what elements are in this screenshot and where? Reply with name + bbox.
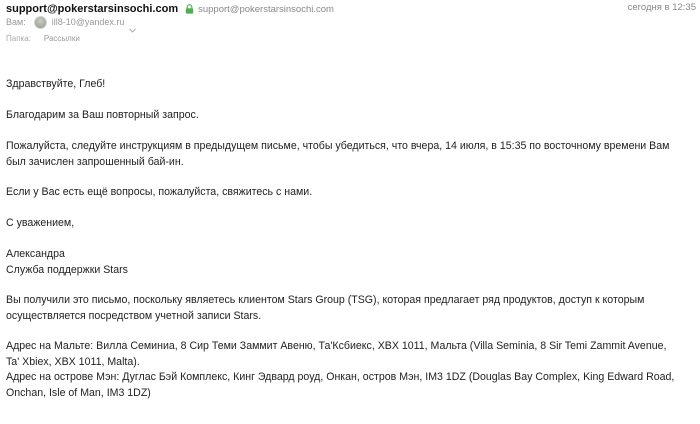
notice-text: Вы получили это письмо, поскольку являетесь клиентом Stars Group (TSG), которая предлагает ряд продуктов, доступ к которым осуществляется посредством учетной записи Stars. bbox=[6, 294, 645, 322]
sender-name[interactable]: support@pokerstarsinsochi.com bbox=[6, 3, 179, 15]
folder-row bbox=[6, 32, 80, 44]
address-malta: Адрес на Мальте: Вилла Семиниа, 8 Сир Теми Заммит Авеню, Та'Ксбиекс, XBX 1011, Мальта (Villa Seminia, 8 Sir Temi Zammit Avenue, Ta' Xbiex, XBX 1011, Malta). bbox=[6, 340, 667, 368]
lock-icon bbox=[185, 4, 194, 14]
recipient-email[interactable]: ill8-10@yandex.ru bbox=[51, 17, 125, 27]
caret-down-icon[interactable] bbox=[129, 20, 136, 25]
message-date: сегодня в 12:35 bbox=[627, 2, 696, 13]
sender-row bbox=[6, 2, 334, 16]
to-label: Вам: bbox=[6, 17, 26, 27]
thanks-text: Благодарим за Ваш повторный запрос. bbox=[6, 109, 199, 121]
sender-email[interactable]: support@pokerstarsinsochi.com bbox=[198, 3, 334, 15]
message-header bbox=[0, 0, 700, 48]
instructions-text: Пожалуйста, следуйте инструкциям в предыдущем письме, чтобы убедиться, что вчера, 14 июля, в 15:35 по восточному времени Вам был зачислен запрошенный бай-ин. bbox=[6, 140, 670, 168]
signature-name: Александра bbox=[6, 248, 65, 260]
questions-text: Если у Вас есть ещё вопросы, пожалуйста, свяжитесь с нами. bbox=[6, 186, 313, 198]
folder-label: Папка: bbox=[6, 33, 31, 43]
greeting-text: Здравствуйте, Глеб! bbox=[6, 78, 106, 90]
regards-text: С уважением, bbox=[6, 217, 75, 229]
avatar[interactable] bbox=[34, 16, 47, 29]
signature-team: Служба поддержки Stars bbox=[6, 264, 128, 276]
address-isle-of-man: Адрес на острове Мэн: Дуглас Бэй Комплекс, Кинг Эдвард роуд, Онкан, остров Мэн, IM3 1DZ (Douglas Bay Complex, King Edward Road, Onchan, Isle of Man, IM3 1DZ) bbox=[6, 371, 675, 399]
folder-link[interactable]: Рассылки bbox=[43, 33, 80, 43]
recipient-row bbox=[6, 15, 136, 29]
